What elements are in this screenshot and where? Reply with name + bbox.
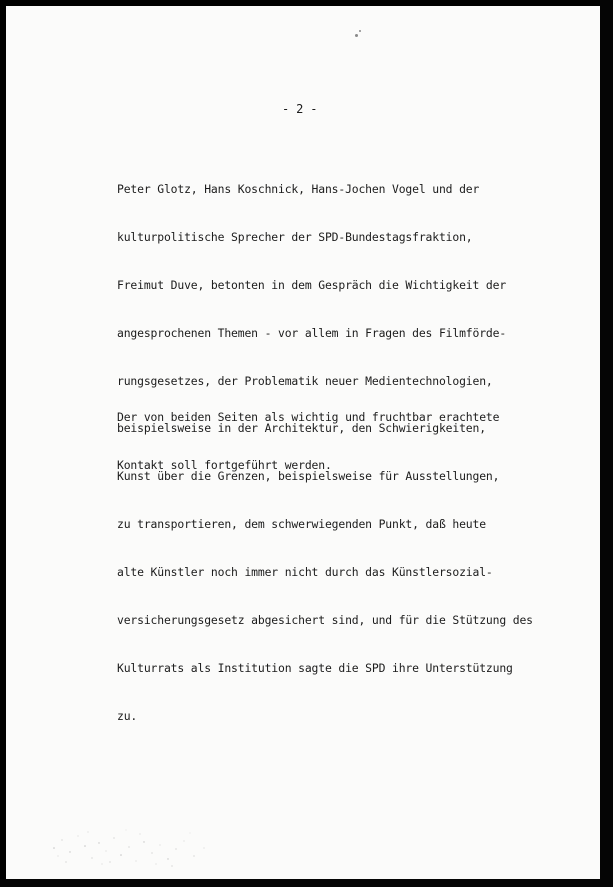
text-line: Peter Glotz, Hans Koschnick, Hans-Jochen Vogel und der (117, 182, 480, 196)
scan-border-bottom (0, 879, 613, 887)
scan-speck (355, 34, 358, 37)
paragraph-2 (117, 380, 499, 504)
text-line: Der von beiden Seiten als wichtig und fruchtbar erachtete (117, 410, 500, 424)
text-line: zu. (117, 708, 138, 723)
text-line: Kulturrats als Institution sagte die SPD ihre Unterstützung (117, 660, 513, 675)
scan-noise (44, 818, 224, 872)
text-line: versicherungsgesetz abgesichert sind, und für die Stützung des (117, 613, 533, 628)
text-line: beispielsweise in der Architektur, den Schwierigkeiten, (117, 421, 486, 436)
text-line: zu transportieren, dem schwerwiegenden Punkt, daß heute (117, 517, 486, 532)
text-line: angesprochenen Themen - vor allem in Fragen des Filmförde- (117, 325, 507, 340)
text-line: alte Künstler noch immer nicht durch das Künstlersozial- (117, 565, 493, 580)
page-number: - 2 - (282, 102, 318, 116)
text-line: Kunst über die Grenzen, beispielsweise für Ausstellungen, (117, 469, 500, 484)
text-line: Kontakt soll fortgeführt werden. (117, 457, 332, 472)
scan-border-right (600, 0, 613, 887)
text-line: rungsgesetzes, der Problematik neuer Medientechnologien, (117, 373, 493, 388)
scan-speck (359, 30, 361, 32)
text-line: kulturpolitische Sprecher der SPD-Bundestagsfraktion, (117, 229, 473, 244)
text-line: Freimut Duve, betonten in dem Gespräch die Wichtigkeit der (117, 277, 507, 292)
document-page (6, 6, 600, 879)
